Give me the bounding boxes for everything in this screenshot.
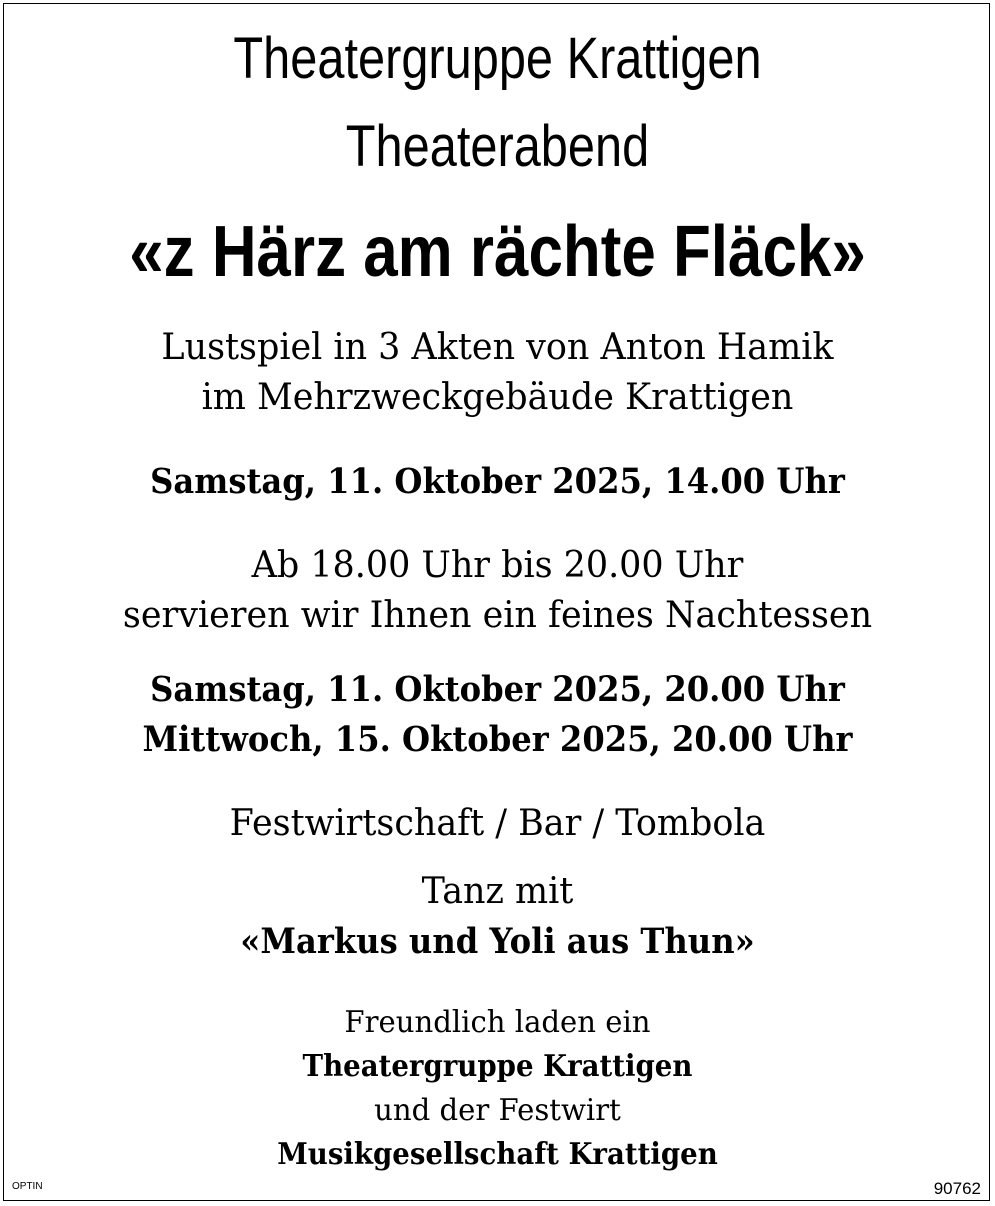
extras-line: Festwirtschaft / Bar / Tombola (229, 803, 766, 844)
dance-band: «Markus und Yoli aus Thun» (240, 921, 755, 962)
invitation-intro: Freundlich laden ein (344, 1005, 651, 1040)
invitation-connector: und der Festwirt (374, 1093, 621, 1128)
dinner-text: servieren wir Ihnen ein feines Nachtessen (122, 595, 873, 636)
play-title: «z Härz am rächte Fläck» (129, 212, 866, 292)
dance-intro: Tanz mit (421, 871, 574, 912)
dinner-time: Ab 18.00 Uhr bis 20.00 Uhr (251, 545, 744, 586)
invitation-host: Theatergruppe Krattigen (302, 1049, 693, 1084)
event-heading: Theaterabend (345, 114, 650, 179)
date-matinee: Samstag, 11. Oktober 2025, 14.00 Uhr (150, 461, 845, 502)
invitation-cohost: Musikgesellschaft Krattigen (277, 1137, 718, 1172)
footer-optin-label: OPTIN (12, 1181, 43, 1192)
date-evening-1: Samstag, 11. Oktober 2025, 20.00 Uhr (150, 669, 845, 710)
footer-ad-code: 90762 (933, 1179, 981, 1198)
date-evening-2: Mittwoch, 15. Oktober 2025, 20.00 Uhr (142, 719, 853, 760)
group-name-heading: Theatergruppe Krattigen (233, 26, 762, 91)
venue: im Mehrzweckgebäude Krattigen (201, 377, 794, 418)
play-description: Lustspiel in 3 Akten von Anton Hamik (161, 327, 834, 368)
